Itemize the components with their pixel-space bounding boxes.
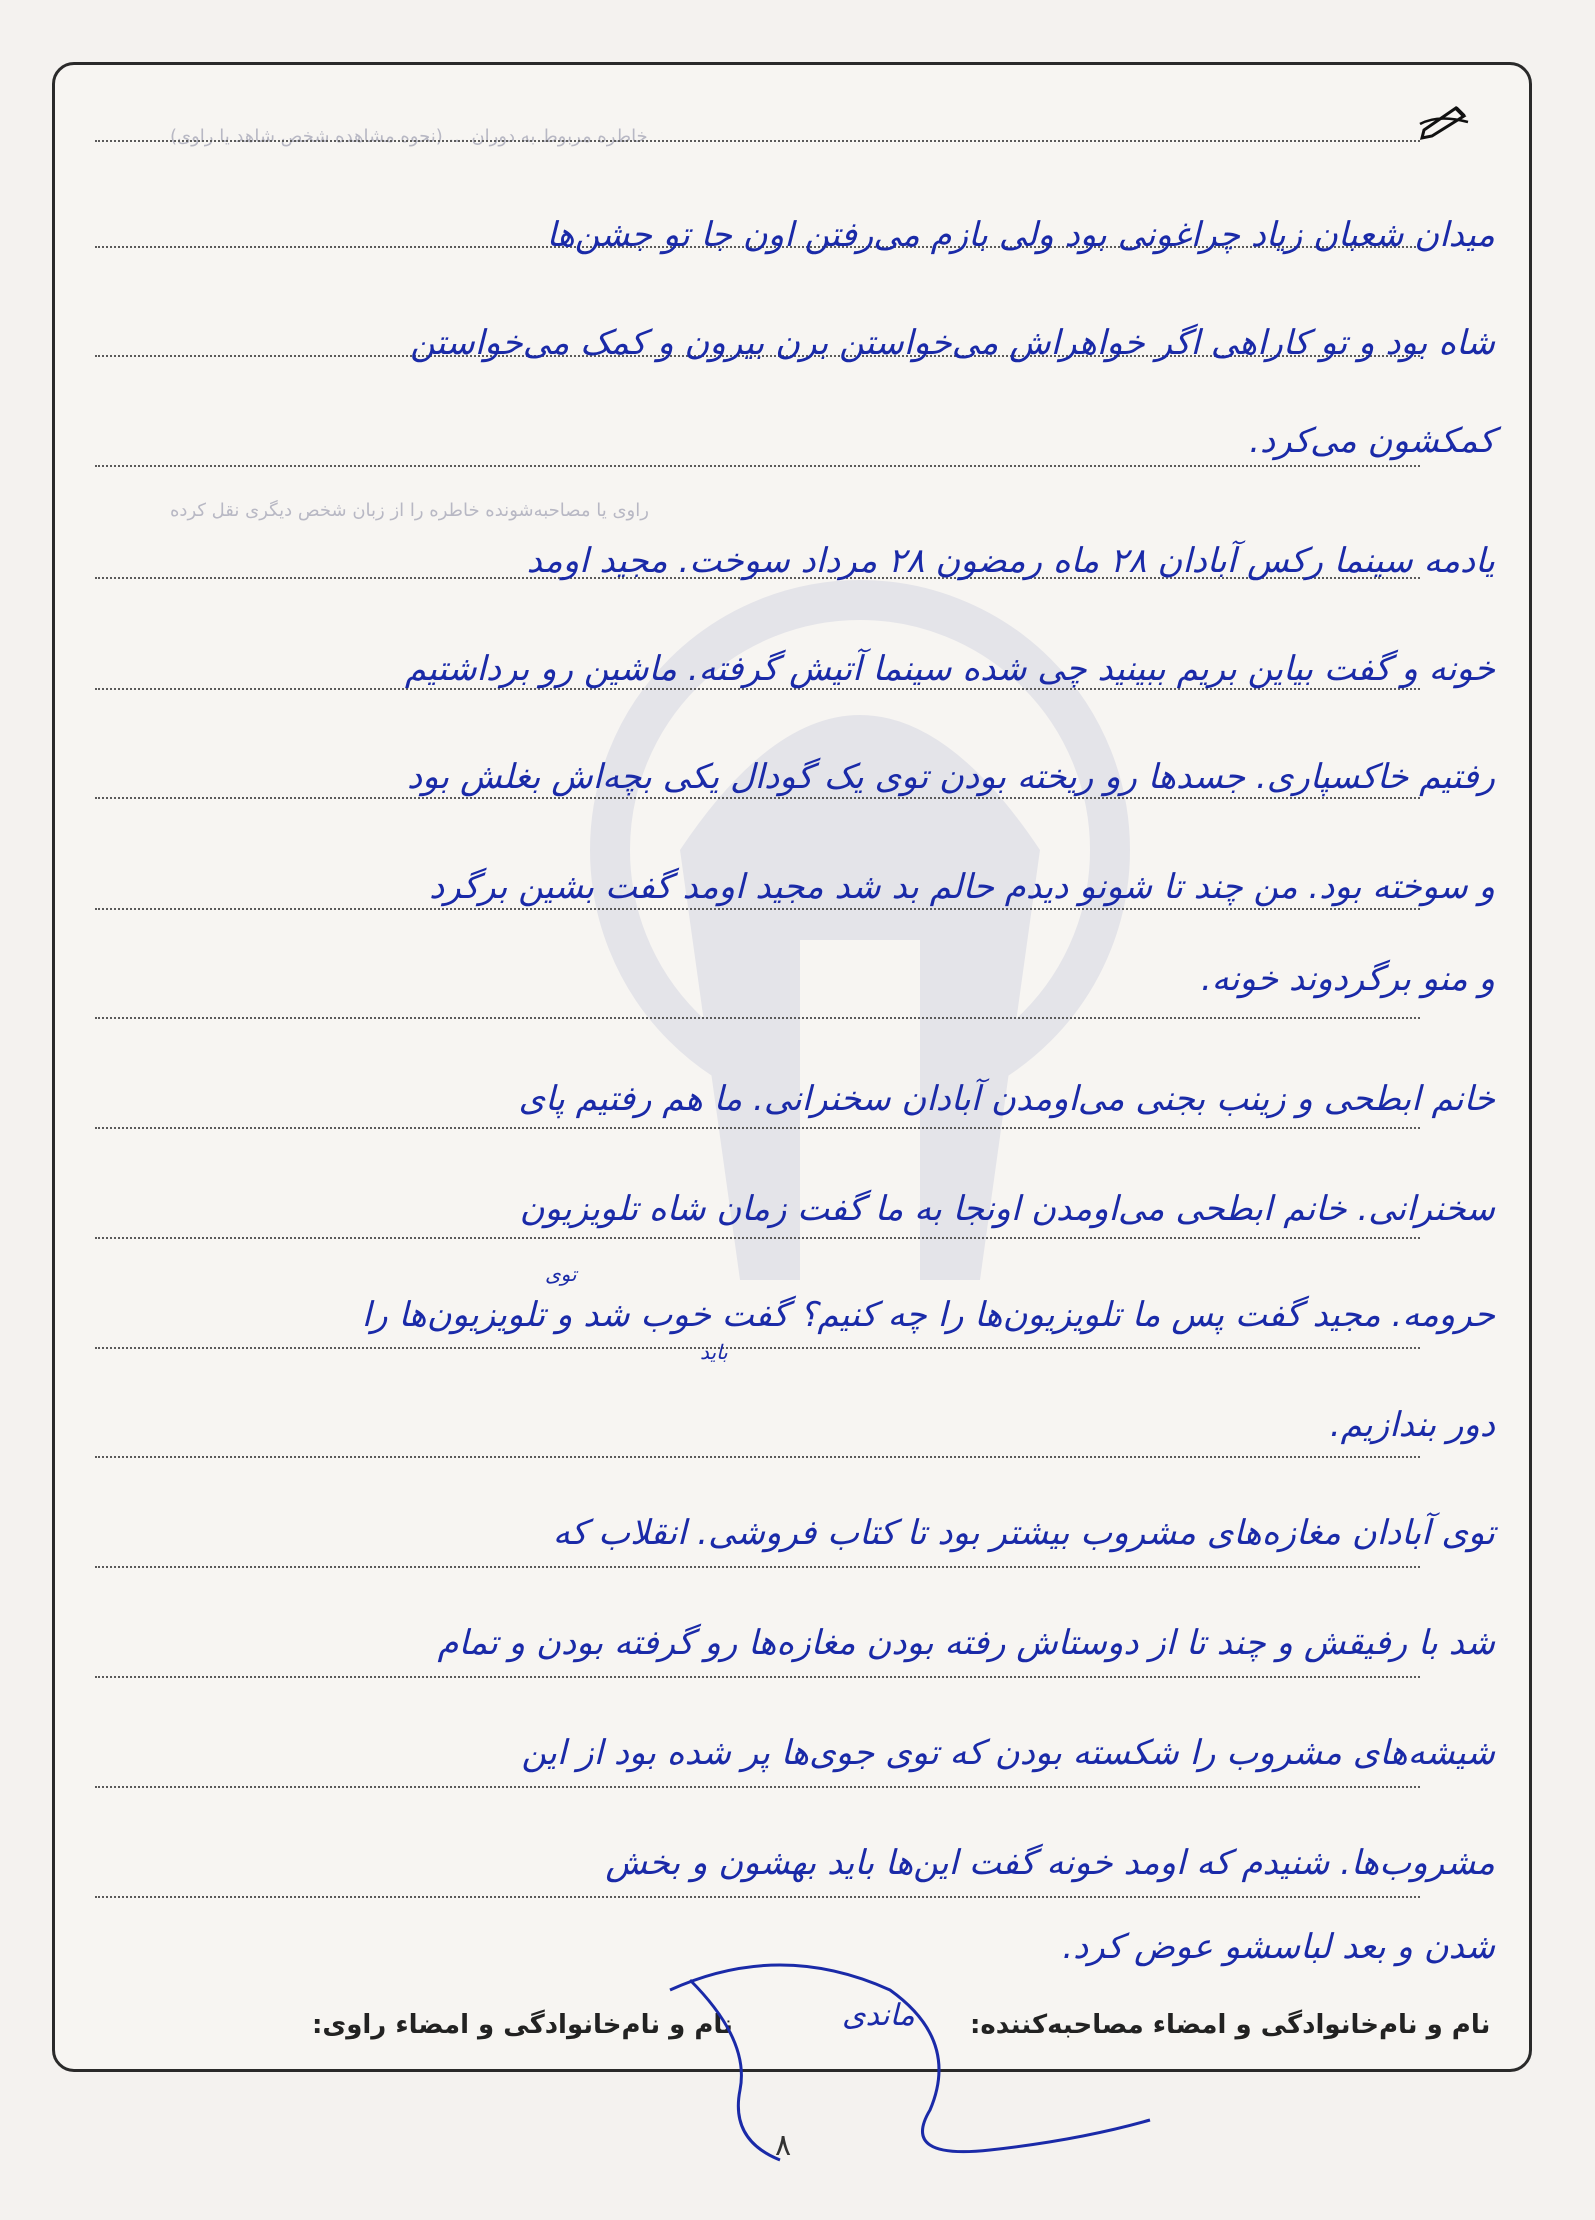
ruled-line [95, 1896, 1420, 1898]
handwritten-line: کمکشون می‌کرد. [1249, 421, 1495, 461]
signature-scribble [630, 1950, 1190, 2180]
handwritten-line: شیشه‌های مشروب را شکسته بودن که توی جوی‌ها پر شده بود از این [521, 1733, 1495, 1773]
faint-form-print: راوی یا مصاحبه‌شونده خاطره را از زبان شخص دیگری نقل کرده [170, 500, 649, 521]
handwritten-insertion: باید [700, 1340, 728, 1364]
handwritten-line: توی آبادان مغازه‌های مشروب بیشتر بود تا کتاب فروشی. انقلاب که [552, 1513, 1495, 1553]
page-number: ۸ [775, 2128, 792, 2163]
ruled-line [95, 1676, 1420, 1678]
ruled-line [95, 1347, 1420, 1349]
ruled-line [95, 1786, 1420, 1788]
handwritten-line: و سوخته بود. من چند تا شونو دیدم حالم بد شد مجید اومد گفت بشین برگرد [429, 867, 1495, 907]
ruled-line [95, 140, 1420, 142]
handwritten-line: میدان شعبان زیاد چراغونی بود ولی بازم می‌رفتن اون جا تو جشن‌ها [546, 215, 1495, 255]
ruled-line [95, 797, 1420, 799]
faint-form-print: خاطره مربوط به دوران ... (نحوه مشاهده شخص شاهد یا راوی) [170, 126, 648, 147]
handwritten-line: دور بندازیم. [1329, 1405, 1495, 1445]
ruled-line [95, 908, 1420, 910]
ruled-line [95, 1566, 1420, 1568]
ruled-line [95, 1017, 1420, 1019]
handwritten-line: شاه بود و تو کاراهی اگر خواهراش می‌خواستن برن بیرون و کمک می‌خواستن [410, 323, 1495, 363]
interviewer-signature-label: نام و نام‌خانوادگی و امضاء مصاحبه‌کننده: [970, 2010, 1491, 2040]
ruled-line [95, 1456, 1420, 1458]
handwritten-line: و منو برگردوند خونه. [1201, 959, 1495, 999]
handwritten-line: خانم ابطحی و زینب بجنی می‌اومدن آبادان سخنرانی. ما هم رفتیم پای [518, 1079, 1495, 1119]
handwritten-line: رفتیم خاکسپاری. جسدها رو ریخته بودن توی یک گودال یکی بچه‌اش بغلش بود [406, 757, 1495, 797]
handwritten-line: سخنرانی. خانم ابطحی می‌اومدن اونجا به ما گفت زمان شاه تلویزیون [519, 1189, 1495, 1229]
ruled-line [95, 465, 1420, 467]
handwritten-line: یادمه سینما رکس آبادان ۲۸ ماه رمضون ۲۸ مرداد سوخت. مجید اومد [526, 541, 1495, 581]
pen-icon [1418, 100, 1474, 140]
handwritten-line: خونه و گفت بیاین بریم ببینید چی شده سینما آتیش گرفته. ماشین رو برداشتیم [404, 649, 1495, 689]
handwritten-line: شدن و بعد لباسشو عوض کرد. [1062, 1927, 1495, 1967]
handwritten-insertion: توی [545, 1262, 577, 1286]
interviewer-signature: ماندی [842, 1998, 915, 2033]
narrator-signature-label: نام و نام‌خانوادگی و امضاء راوی: [312, 2010, 733, 2040]
ruled-line [95, 1237, 1420, 1239]
ruled-line [95, 1127, 1420, 1129]
handwritten-line: حرومه. مجید گفت پس ما تلویزیون‌ها را چه کنیم؟ گفت خوب شد و تلویزیون‌ها را [361, 1295, 1495, 1335]
handwritten-line: مشروب‌ها. شنیدم که اومد خونه گفت این‌ها باید بهشون و بخش [605, 1843, 1495, 1883]
handwritten-line: شد با رفیقش و چند تا از دوستاش رفته بودن مغازه‌ها رو گرفته بودن و تمام [437, 1623, 1495, 1663]
